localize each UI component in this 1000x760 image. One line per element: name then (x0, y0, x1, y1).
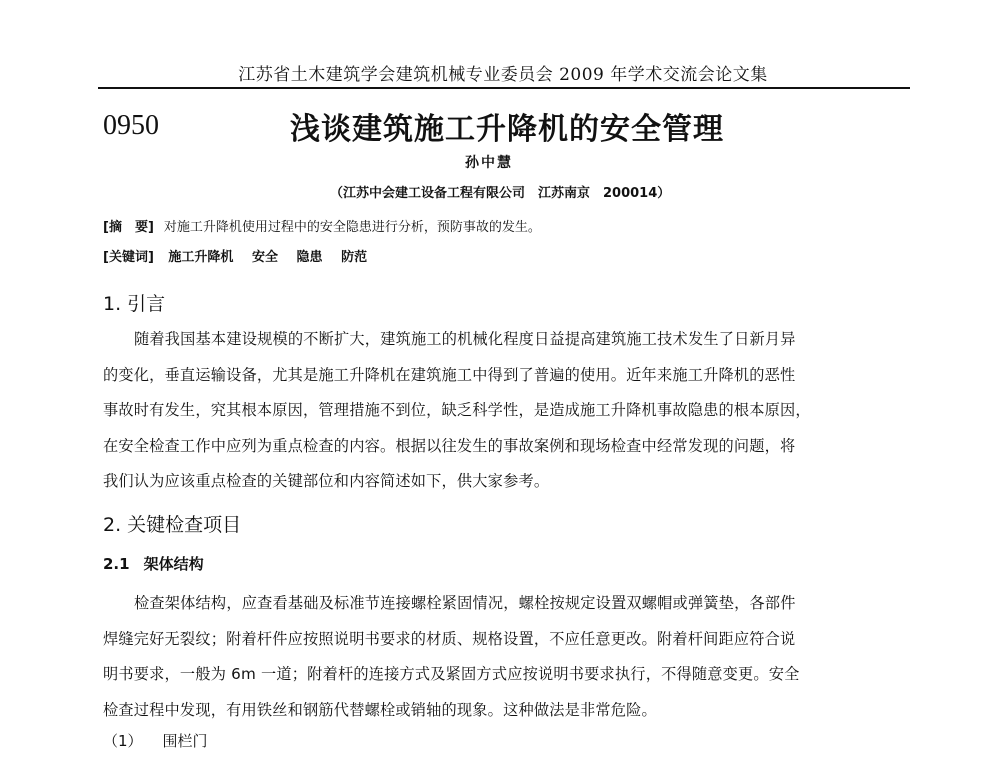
abstract-text: 对施工升降机使用过程中的安全隐患进行分析，预防事故的发生。 (163, 220, 541, 235)
paragraph-line: 焊缝完好无裂纹；附着杆件应按照说明书要求的材质、规格设置，不应任意更改。附着杆间距应符合说 (103, 629, 796, 648)
proceedings-header: 江苏省土木建筑学会建筑机械专业委员会 2009 年学术交流会论文集 (238, 65, 768, 85)
subsection-number: 2.1 (103, 555, 130, 573)
paper-title: 浅谈建筑施工升降机的安全管理 (290, 112, 724, 147)
paragraph-line: 检查过程中发现，有用铁丝和钢筋代替螺栓或销轴的现象。这种做法是非常危险。 (103, 700, 657, 719)
paragraph-line: 的变化，垂直运输设备，尤其是施工升降机在建筑施工中得到了普遍的使用。近年来施工升降机的恶性 (103, 365, 796, 384)
header-divider (98, 87, 910, 89)
keyword: 隐患 (296, 250, 323, 265)
abstract-label: [摘 要] (103, 220, 154, 235)
paragraph-line: 在安全检查工作中应列为重点检查的内容。根据以往发生的事故案例和现场检查中经常发现的问题，将 (103, 436, 796, 455)
paragraph-line: 我们认为应该重点检查的关键部位和内容简述如下，供大家参考。 (103, 472, 550, 490)
keyword: 安全 (251, 250, 278, 265)
paragraph-line: 随着我国基本建设规模的不断扩大，建筑施工的机械化程度日益提高建筑施工技术发生了日新月异 (134, 330, 796, 348)
abstract (103, 216, 541, 235)
section-heading-key-items: 2. 关键检查项目 (103, 514, 242, 536)
subsection-title: 架体结构 (143, 555, 204, 573)
keywords-label: [关键词] (103, 250, 154, 265)
frame-structure-paragraph (103, 586, 909, 728)
subsection-heading (103, 553, 204, 574)
author-name: 孙中慧 (465, 155, 513, 171)
list-item (103, 730, 208, 751)
keyword: 施工升降机 (168, 250, 234, 265)
paper-id: 0950 (103, 110, 159, 141)
paragraph-line: 明书要求，一般为 6m 一道；附着杆的连接方式及紧固方式应按说明书要求执行，不得随意变更。安全 (103, 665, 800, 683)
author-affiliation: （江苏中会建工设备工程有限公司 江苏南京 200014） (330, 186, 671, 201)
intro-paragraph (103, 322, 909, 500)
keyword: 防范 (341, 250, 368, 265)
paragraph-line: 检查架体结构，应查看基础及标准节连接螺栓紧固情况，螺栓按规定设置双螺帽或弹簧垫，各部件 (134, 594, 796, 612)
paragraph-line: 事故时有发生，究其根本原因，管理措施不到位，缺乏科学性，是造成施工升降机事故隐患的根本原因， (103, 401, 811, 419)
keywords (103, 246, 381, 265)
section-heading-intro: 1. 引言 (103, 293, 166, 315)
list-item-number: （1） (103, 732, 143, 750)
list-item-text: 围栏门 (162, 732, 208, 750)
